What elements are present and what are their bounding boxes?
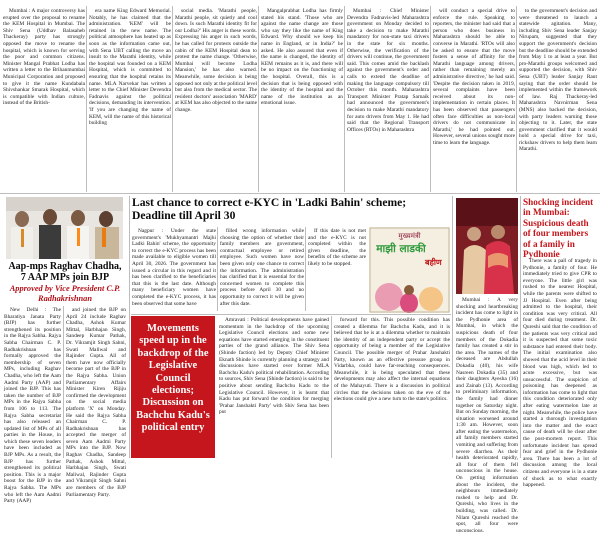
column-divider (430, 6, 431, 192)
column-divider (217, 227, 218, 311)
article-text: Mumbai : A major controversy has erupted over the proposal to rename the KEM Hospital in Mumbai. The Shiv Sena (Uddhav Balasaheb Thackeray) party has strongly opposed the move to rename the hospital, which is known for serving the poor and common citizens. Minister Mangal Prabhat Lodha has written a letter to the Brihanmumbai Municipal Corporation and proposed to give it the name Kundabala Shivshankar Smarak Hospital, which is compatible with Indian culture, instead of the British- (3, 8, 85, 107)
kem-article-col-3 (175, 8, 257, 190)
article-text: forward for this. This possible condition has created a dilemma for Bachchu Kadu, and it is believed that he is at a dilemma whether to maintain the identity of an independent party or accept the opportunity of being a member of the Legislative Council. The possible merger of Prahar Janshakti Party, known as an effective pressure group in Vidarbha, could have far-reaching consequences. Meanwhile, it is being speculated that these developments may also affect the internal equations of the Mahayuti. There is a discussion in political circles that the decisions taken on the eve of the elections could give a new turn to the state's politics. (334, 317, 450, 403)
article-text: Amravati : Political developments have gained momentum in the backdrop of the upcoming Legislative Council elections and some new equations have started emerging in the constituent parties of the grand alliance. The Shiv Sena (Shinde faction) led by Deputy Chief Minister Eknath Shinde is currently planning a strategy and discussions have started over former MLA Bachchu Kadu's political rehabilitation. According to sources, Shiv Sena (Shinde faction) is said to be positive about sending Bachchu Kadu to the Legislative Council. However, it is learnt that Kadu has put forward the condition for merging 'Prahar Janshakti Party' with Shiv Sena has been put (219, 317, 329, 416)
article-text: will conduct a special drive to enforce the rule. Speaking to reporters, the minister had said that a person who does business in Maharashtra should be able to converse in Marathi. 'RTOs will also be asked to ensure that the move fosters a sense of affinity for the Marathi language among drivers, rather than remaining merely an administrative directive,' he had said. 'Despite the decision taken in 2019, several complaints have been received about its non-implementation in certain places. It has been observed that passengers often face difficulties as non-local drivers do not communicate in Marathi,' he had pointed out. However, several unions sought more time to learn the language. (433, 8, 515, 146)
column-divider (63, 306, 64, 458)
column-divider (516, 6, 517, 192)
aap-headline: Aap-mps Raghav Chadha, 7 AAP MPs join BJP (8, 261, 122, 283)
column-divider (344, 6, 345, 192)
poster-script-top: मुख्यमंत्री (398, 232, 421, 240)
marathi-article-col-3 (519, 8, 597, 190)
article-text: There was a pall of tragedy in Pydhonie, a family of four. He immediately tried to give CPR to everyone. The little girl was rushed to the nearest Hospital, while the parents were shifted to JJ Hospital. Even after being admitted to the hospital, their condition was very critical. All four died during treatment. Dr. Qureshi said that the condition of the patients was very critical and it is suspected that some toxic substance had entered their body. The initial examination also showed that the acid level in their blood was high, which led to acute excessive, but was unsuccessful. The suspicion of poisoning has deepened as information has come to light that this condition deteriorated only after eating watermelon late at night. Meanwhile, the police have started a thorough investigation into the matter and the exact cause of death will be clear after the post-mortem report. This unfortunate incident has spread fear and grief in the Pydhonie area. There has been a lot of discussion among the local citizens and everyone is in a state of shock as to what exactly happened. (523, 258, 597, 489)
column-divider (172, 6, 173, 192)
column-divider (520, 196, 521, 458)
pydhonie-article-col (456, 297, 518, 534)
kem-article-col-2 (89, 8, 171, 190)
article-text: filled wrong information while choosing the option of whether their family members are government, contractual employee or retired employee. Such women have now been given only one chance to correct the information. The administration has clarified that it is essential for the concerned women to complete this process before April 30 and no opportunity to correct it will be given after this date. (220, 228, 304, 307)
article-text: Mumbai : Chief Minister Devendra Fadnavis-led Maharashtra government on Monday decided to take a decision to make Marathi mandatory for non-state taxi drivers in the state for six months. Otherwise, the verification of the drivers will continue, the government said. This comes amid the backlash against the government's order and calls to extend the deadline of making the language compulsory till October this month. Maharashtra Transport Minister Pratap Sarnaik had announced the government's decision to make Marathi mandatory for auto drivers from May 1. He had said that the Regional Transport Offices (RTOs) in Maharashtra (347, 8, 429, 133)
movements-boxhead: Movements speed up in the backdrop of the Legislative Council elections; Discussion on Bachchu Kadu's political entry (131, 316, 215, 458)
column-divider (452, 196, 453, 458)
kyc-article-col-1 (132, 228, 216, 312)
movements-article-col-1 (219, 317, 329, 459)
column-divider (258, 6, 259, 192)
aap-article-col-2 (66, 307, 126, 498)
mps-photo (6, 197, 123, 259)
marathi-article-col-1 (347, 8, 429, 190)
column-divider (129, 196, 130, 458)
kyc-article-col-3 (308, 228, 366, 312)
poster-script-main: माझी लाडकी (376, 243, 426, 255)
aap-article-col-1 (4, 307, 61, 505)
article-text: Mumbai : A very shocking and heartbreaking incident has come to light in the Pydhonie area of Mumbai, in which the suspicious death of four members of the Dokadia family has created a stir in the area. The names of the deceased are Abdullah Dokadia (40), his wife Nasreen Dokadia (35) and their daughters Ayesha (16) and Zainab (13). According to preliminary information, the family had dinner together on Saturday night. But on Sunday morning, the situation worsened around 1:30 am. However, soon after eating the watermelon, all family members started vomiting and suffering from severe diarrhea. As their health deteriorated rapidly, all four of them fell unconscious in the house. On getting information about the incident, the neighbours immediately rushed to help and Dr. Qureshi, who lives in the building, was called. Dr. Nilam Qureshi reached the spot, all four were unconscious. (456, 297, 518, 534)
article-text: New Delhi : The Bharatiya Janata Party (BJP) has further strengthened its position in the Rajya Sabha. Rajya Sabha Chairman C. P. Radhakrishnan has formally approved the membership of seven MPs, including Raghav Chadha, who left the Aam Aadmi Party (AAP) and joined the BJP. This has taken the number of BJP MPs in the Rajya Sabha from 106 to 113. The Rajya Sabha secretariat has also released an updated list of MPs of all parties in the House, in which these seven leaders have been included as BJP MPs. As a result, the BJP has further strengthened its political position. This is a major boost for the BJP in the Rajya Sabha. The MPs who left the Aam Aadmi Party (AAP) (4, 307, 61, 505)
shocking-article-col (523, 258, 597, 489)
ladki-bahin-poster (369, 227, 450, 313)
article-text: If this date is not met and the e-KYC is not completed within the given deadline, the benefits of the scheme are likely to be stopped. (308, 228, 366, 267)
article-text: era name King Edward Memorial. Notably, he has claimed that the administration. 'KEM' will be retained in the new name. The political atmosphere has heated up as soon as the information came out, with Sena UBT calling the move an insult to the Marathi identity, while the hospital was founded on a KEM Hospital, which is committed to ensuring that the hospital retains its name. MLA Narvekar has written a letter to the Chief Minister Devendra Fadnavis against the political decisions, demanding its intervention. 'If you are changing the name of KEM, will the name of this historical building (89, 8, 171, 127)
poster-script-side: बहीण (425, 258, 442, 267)
article-text: to the government's decision and were threatened to launch a statewide agitation. Many, including Shiv Sena leader Sanjay Nirupam, suggested that they support the government's decision but the deadline should be extended from May 1 to at least a year. But pro-Marathi groups welcomed and supported the decision, with Shiv Sena (UBT) leader Sanjay Raut saying that the order should be implemented within the framework of law. Raj Thackeray-led Maharashtra Navnirman Sena (MNS) also backed the decision, with party leaders warning those objecting to it. Later, the state government clarified that it would hold a special drive for taxi, rickshaw drivers to help them learn Marathi. (519, 8, 597, 153)
article-text: Nagpur : Under the state government's 'Mukhyamantri Majhi Ladki Bahin' scheme, the opportunity to correct the e-KYC process has been made available to eligible women till April 30, 2026. The government has issued a circular in this regard and it has been clarified to the beneficiaries that this is the last date. Although many beneficiary women have completed the e-KYC process, it has been observed that some have (132, 228, 216, 307)
kem-article-col-1 (3, 8, 85, 190)
kyc-article-col-2 (220, 228, 304, 312)
aap-subhead: Approved by Vice President C.P. Radhakrishnan (9, 284, 121, 303)
column-divider (86, 6, 87, 192)
column-divider (305, 227, 306, 311)
section-divider (131, 314, 451, 315)
kem-article-col-4 (261, 8, 343, 190)
section-divider (0, 193, 600, 194)
column-divider (331, 316, 332, 458)
article-text: social media. 'Marathi people, Marathi people, sit quietly and cool down. Is such Marathi identity fit for our Lodha?' His anger is these words. Expressing his anger in such words, he has called for protests outside the cabin of the KEM Hospital dean to protest the name change. 'Otherwise, Mumbai will become Lodha Mansion,' he has also warned. Meanwhile, some decision is being opposed not only at the political level but also from the medical sector. The resident doctors' association 'MARD' at KEM has also objected to the name change. (175, 8, 257, 113)
article-text: and joined the BJP on April 24 include Raghav Chadha, Ashok Kumar Mittal, Harbhajan Singh, Sandeep Kumar Pathak, Dr. Vikramjit Singh Sahni, Swati Maliwal and Rajinder Gupta. All of them have now officially become part of the BJP in the Rajya Sabha. Union Parliamentary Affairs Minister Kiren Rijiju confirmed the development on the social media platform 'X' on Monday. He said the Rajya Sabha Chairman C. P. Radhakrishnan has accepted the merger of seven Aam Aadmi Party MPs into the BJP. Now Raghav Chadha, Sandeep Pathak, Ashok Mittal, Harbhajan Singh, Swati Maliwal, Rajinder Gupta and Vikramjit Singh Sahni are members of the BJP Parliamentary Party. (66, 307, 126, 498)
shocking-headline: Shocking incident in Mumbai: Suspicious death of four members of a family in Pydhonie (523, 197, 594, 260)
kyc-headline: Last chance to correct e-KYC in 'Ladki Bahin' scheme; Deadline till April 30 (132, 196, 407, 223)
movements-article-col-2 (334, 317, 450, 459)
article-text: Mangalprabhat Lodha has firmly stated his stand. 'Those who are against the name change are those who say they like the name of King Edward. Why should we keep his name in England, or in India?' he asked. He also assured that even if the name is changed, the identity of KEM remains as it is, and there will be no impact on the functioning of the hospital. Overall, this is a decision that is being opposed with the identity of the hospital and the name of the institution as an emotional issue. (261, 8, 343, 107)
family-photo (456, 198, 518, 294)
marathi-article-col-2 (433, 8, 515, 190)
